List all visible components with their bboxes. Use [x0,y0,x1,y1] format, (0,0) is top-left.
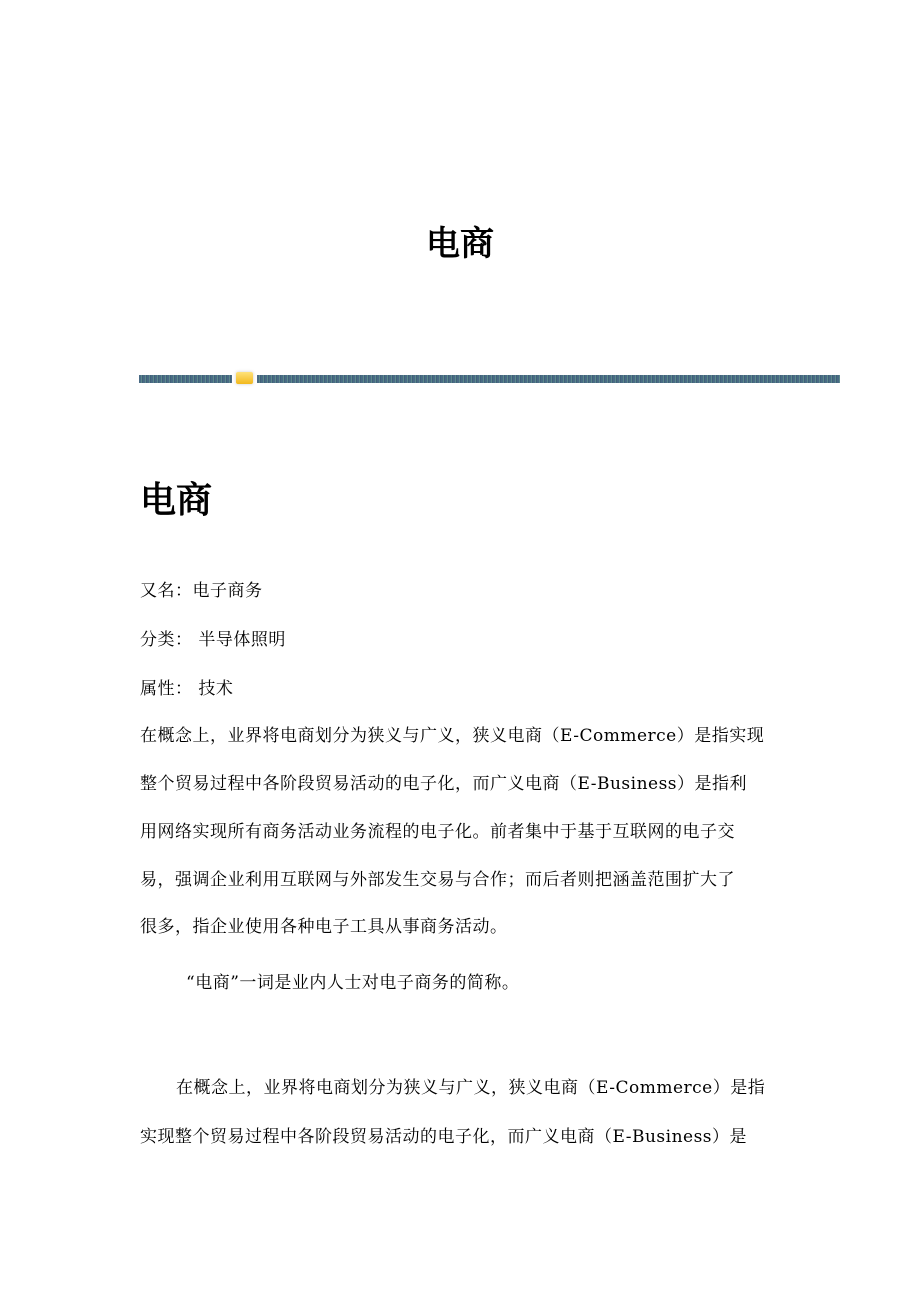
document-title: 电商 [426,224,494,264]
paragraph-line: 在概念上，业界将电商划分为狭义与广义，狭义电商（E-Commerce）是指实现 [140,726,765,746]
paragraph-line: 整个贸易过程中各阶段贸易活动的电子化，而广义电商（E-Business）是指利 [140,774,748,794]
section-heading: 电商 [140,480,213,521]
paragraph-line: 用网络实现所有商务活动业务流程的电子化。前者集中于基于互联网的电子交 [140,822,735,842]
envelope-icon [236,372,253,384]
paragraph-line: 易，强调企业利用互联网与外部发生交易与合作；而后者则把涵盖范围扩大了 [140,870,735,890]
meta-alias: 又名：电子商务 [140,581,263,601]
paragraph-line: 实现整个贸易过程中各阶段贸易活动的电子化，而广义电商（E-Business）是 [140,1127,748,1147]
paragraph-line: 很多，指企业使用各种电子工具从事商务活动。 [140,917,508,937]
divider-left [139,375,232,383]
paragraph-line: 在概念上，业界将电商划分为狭义与广义，狭义电商（E-Commerce）是指 [176,1078,766,1098]
divider-right [257,375,840,383]
meta-category: 分类： 半导体照明 [140,630,286,650]
meta-attribute: 属性： 技术 [140,679,234,699]
paragraph-short-name: “电商”一词是业内人士对电子商务的简称。 [186,973,520,993]
